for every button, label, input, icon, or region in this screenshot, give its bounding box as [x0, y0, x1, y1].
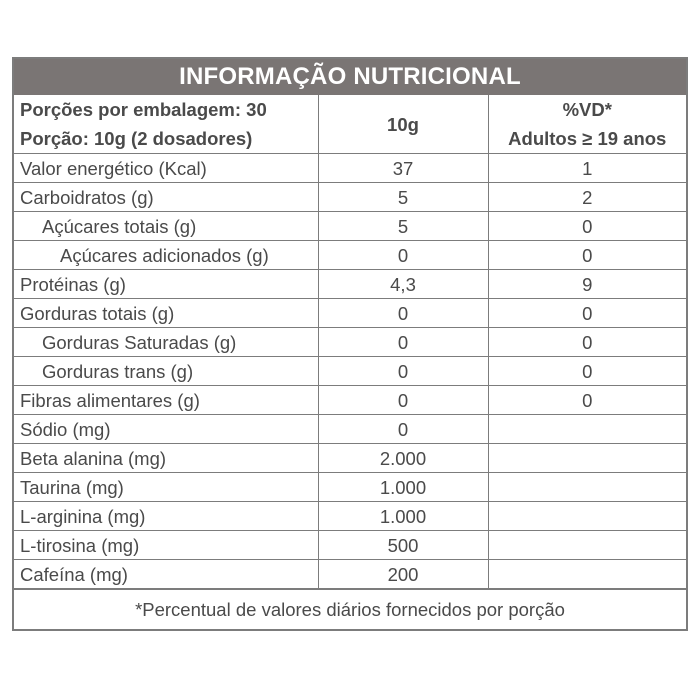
nutrient-dv: 0	[488, 357, 686, 386]
nutrient-name: Valor energético (Kcal)	[14, 154, 318, 183]
nutrient-dv: 0	[488, 386, 686, 415]
nutrient-amount: 0	[318, 241, 488, 270]
table-row	[14, 531, 686, 560]
nutrient-dv	[488, 473, 686, 502]
nutrient-name: L-arginina (mg)	[14, 502, 318, 531]
nutrient-amount: 1.000	[318, 473, 488, 502]
table-row	[14, 560, 686, 589]
table-row	[14, 386, 686, 415]
nutrient-amount: 1.000	[318, 502, 488, 531]
serving-info-cell	[14, 95, 318, 154]
nutrition-facts-panel	[12, 57, 688, 631]
nutrient-name: Sódio (mg)	[14, 415, 318, 444]
table-row	[14, 241, 686, 270]
dv-label: %VD*	[562, 99, 612, 120]
nutrient-amount: 0	[318, 328, 488, 357]
table-row	[14, 299, 686, 328]
serving-size: Porção: 10g (2 dosadores)	[20, 128, 253, 149]
nutrient-dv: 2	[488, 183, 686, 212]
nutrient-name: Beta alanina (mg)	[14, 444, 318, 473]
nutrient-dv: 0	[488, 241, 686, 270]
table-row	[14, 444, 686, 473]
nutrient-name: Gorduras Saturadas (g)	[14, 328, 318, 357]
nutrient-dv	[488, 560, 686, 589]
table-row	[14, 183, 686, 212]
nutrition-title: INFORMAÇÃO NUTRICIONAL	[14, 59, 686, 95]
nutrient-name: Açúcares adicionados (g)	[14, 241, 318, 270]
nutrient-amount: 0	[318, 299, 488, 328]
nutrient-name: Gorduras trans (g)	[14, 357, 318, 386]
nutrient-dv	[488, 502, 686, 531]
nutrient-amount: 2.000	[318, 444, 488, 473]
nutrient-name: Protéinas (g)	[14, 270, 318, 299]
nutrient-amount: 5	[318, 212, 488, 241]
nutrient-name: Carboidratos (g)	[14, 183, 318, 212]
nutrition-table	[14, 95, 686, 589]
nutrient-amount: 0	[318, 357, 488, 386]
nutrient-dv	[488, 444, 686, 473]
table-header-row	[14, 95, 686, 154]
nutrient-amount: 500	[318, 531, 488, 560]
dv-audience: Adultos ≥ 19 anos	[508, 128, 667, 149]
table-row	[14, 357, 686, 386]
nutrient-name: Açúcares totais (g)	[14, 212, 318, 241]
nutrient-amount: 0	[318, 386, 488, 415]
portion-column-header: 10g	[318, 95, 488, 154]
footnote: *Percentual de valores diários fornecidos por porção	[14, 589, 686, 630]
nutrient-dv: 1	[488, 154, 686, 183]
nutrient-name: Cafeína (mg)	[14, 560, 318, 589]
nutrient-name: Taurina (mg)	[14, 473, 318, 502]
nutrient-dv: 0	[488, 328, 686, 357]
servings-per-package: Porções por embalagem: 30	[20, 99, 267, 120]
nutrient-name: Fibras alimentares (g)	[14, 386, 318, 415]
table-row	[14, 328, 686, 357]
table-row	[14, 154, 686, 183]
nutrient-dv: 9	[488, 270, 686, 299]
table-row	[14, 270, 686, 299]
table-row	[14, 212, 686, 241]
table-row	[14, 502, 686, 531]
table-row	[14, 473, 686, 502]
dv-column-header	[488, 95, 686, 154]
nutrient-name: Gorduras totais (g)	[14, 299, 318, 328]
nutrient-amount: 37	[318, 154, 488, 183]
nutrient-dv: 0	[488, 212, 686, 241]
nutrient-amount: 5	[318, 183, 488, 212]
nutrient-amount: 200	[318, 560, 488, 589]
nutrient-dv: 0	[488, 299, 686, 328]
nutrient-amount: 0	[318, 415, 488, 444]
nutrient-amount: 4,3	[318, 270, 488, 299]
nutrient-dv	[488, 415, 686, 444]
nutrient-dv	[488, 531, 686, 560]
table-row	[14, 415, 686, 444]
nutrient-name: L-tirosina (mg)	[14, 531, 318, 560]
